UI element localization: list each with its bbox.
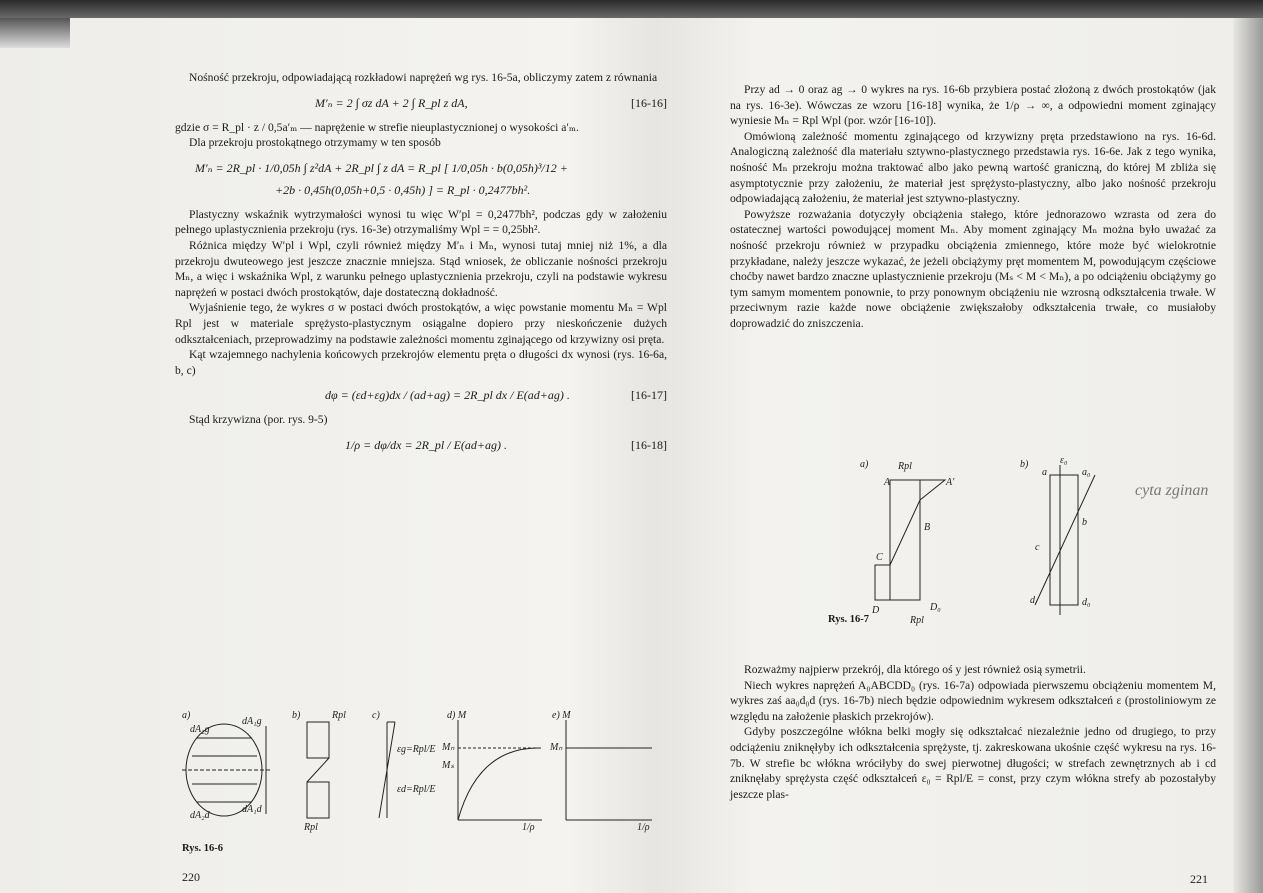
paragraph: Różnica między W′pl i Wpl, czyli również między M′ₙ i Mₙ, wynosi tutaj mniej niż 1%, a dla przekroju dwuteowego jest jeszcze znacznie mniejsza. Stąd wniosek, że obliczanie nośności przekroju Mₙ, a więc i wskaźnika Wpl, z warunku pełnego uplastycznienia przekroju, czyli na podstawie wykresu naprężeń w postaci dwóch prostokątów, daje dostateczną dokładność. bbox=[175, 238, 667, 299]
equation-16-17: dφ = (εd+εg)dx / (ad+ag) = 2R_pl dx / E(ad+ag) . [16-17] bbox=[325, 388, 667, 403]
equation-16-16: M′ₙ = 2 ∫ σz dA + 2 ∫ R_pl z dA, [16-16] bbox=[315, 95, 667, 110]
svg-text:dA₁g: dA₁g bbox=[242, 716, 262, 727]
svg-text:c: c bbox=[1035, 542, 1040, 553]
right-page bbox=[730, 82, 1216, 332]
svg-text:ε₀: ε₀ bbox=[1060, 455, 1068, 466]
figure-16-6 bbox=[182, 708, 672, 838]
svg-text:A′: A′ bbox=[946, 477, 955, 488]
svg-text:dA₁d: dA₁d bbox=[242, 804, 262, 815]
svg-text:D₀: D₀ bbox=[930, 602, 941, 613]
paragraph: Niech wykres naprężeń A₀ABCDD₀ (rys. 16-7a) odpowiada pierwszemu obciążeniu momentem M, wykres zaś aa₀d₀d (rys. 16-7b) niech będzie odpowiednim wykresem odkształceń ε (prostoliniowym ze względu na założenie płaskich przekrojów). bbox=[730, 678, 1216, 723]
svg-text:Mₙ: Mₙ bbox=[442, 742, 455, 753]
scanner-top-band bbox=[0, 0, 1263, 18]
svg-text:Rpl: Rpl bbox=[898, 461, 912, 472]
paragraph: Przy ad → 0 oraz ag → 0 wykres na rys. 16-6b przybiera postać złożoną z dwóch prostokątów (jak na rys. 16-3e). Wówczas ze wzoru [16-18] wynika, że 1/ρ → ∞, a odpowiedni moment zginający wyniesie Mₙ = Rpl Wpl (por. wzór [16-10]). bbox=[730, 83, 1216, 128]
svg-text:a₀: a₀ bbox=[1082, 467, 1091, 478]
equation-rect-section: M′ₙ = 2R_pl · 1/0,05h ∫ z²dA + 2R_pl ∫ z dA = R_pl [ 1/0,05h · b(0,05h)³/12 + bbox=[195, 160, 568, 175]
equation-rect-section-cont: +2b · 0,45h(0,05h+0,5 · 0,45h) ] = R_pl · 0,2477bh². bbox=[275, 182, 531, 197]
svg-text:A: A bbox=[884, 477, 891, 488]
page-corner-shadow bbox=[0, 18, 70, 48]
svg-text:a): a) bbox=[860, 459, 869, 470]
svg-text:C: C bbox=[876, 552, 883, 563]
stress-diagram bbox=[890, 480, 920, 600]
page-number-left: 220 bbox=[182, 870, 200, 884]
svg-text:d) M: d) M bbox=[447, 710, 467, 721]
paragraph: Dla przekroju prostokątnego otrzymamy w ten sposób bbox=[189, 136, 441, 150]
svg-text:Rpl: Rpl bbox=[304, 822, 318, 833]
right-page-lower bbox=[730, 662, 1216, 802]
left-page bbox=[175, 70, 667, 462]
paragraph: Wyjaśnienie tego, że wykres σ w postaci dwóch prostokątów, a więc powstanie momentu Mₙ = Wpl Rpl jest w materiale sprężysto-plastycznym osiągalne dopiero przy nieskończenie dużych odkształceniach, przeprowadzimy na podstawie zależności momentu zginającego od krzywizny osi pręta. bbox=[175, 301, 667, 346]
paragraph: Gdyby poszczególne włókna belki mogły się odkształcać niezależnie jedno od drugiego, to przy odciążeniu zniknęłyby ich odkształcenia sprężyste, tj. zakreskowana ukośnie część wykresu na rys. 16-7b. W strefie bc włókna wróciłyby do swej pierwotnej długości; w strefach zewnętrznych ab i cd zniknęłaby sprężysta część odkształceń ε₀ = Rpl/E = const, przy czym włókna strefy ab pozostałyby jeszcze plas- bbox=[730, 725, 1216, 801]
paragraph: Omówioną zależność momentu zginającego od krzywizny pręta przedstawiono na rys. 16-6d. Analogiczną zależność dla materiału sztywno-plastycznego przedstawia rys. 16-6e. Jak z tego wynika, nośność Mₙ przekroju można traktować albo jako pewną wartość graniczną, do której M zbliża się asymptotycznie przy założeniu, że materiał jest sprężysto-plastyczny, albo jako nośność przekroju odpowiadającą założeniu, że materiał jest sztywno-plastyczny. bbox=[730, 129, 1216, 206]
svg-text:b): b) bbox=[292, 710, 301, 721]
svg-text:εd=Rpl/E: εd=Rpl/E bbox=[397, 784, 436, 795]
paragraph: Plastyczny wskaźnik wytrzymałości wynosi tu więc W′pl = 0,2477bh², podczas gdy w założeniu pełnego uplastycznienia przekroju (rys. 16-3e) otrzymaliśmy Wpl = = 0,25bh². bbox=[175, 207, 667, 237]
equation-16-18: 1/ρ = dφ/dx = 2R_pl / E(ad+ag) . [16-18] bbox=[345, 437, 667, 452]
svg-text:Mₙ: Mₙ bbox=[550, 742, 563, 753]
handwritten-note: cyta zginan bbox=[1135, 482, 1209, 499]
strain-diagram bbox=[1050, 475, 1078, 605]
svg-text:Mₛ: Mₛ bbox=[442, 760, 455, 771]
figure-caption-16-6: Rys. 16-6 bbox=[182, 843, 224, 854]
svg-text:Rpl: Rpl bbox=[332, 710, 346, 721]
paragraph: gdzie σ = R_pl · z / 0,5a′ₘ — naprężenie w strefie nieuplastycznionej o wysokości a′ₘ. bbox=[175, 120, 579, 134]
svg-text:d: d bbox=[1030, 595, 1035, 606]
svg-text:c): c) bbox=[372, 710, 380, 721]
svg-text:1/ρ: 1/ρ bbox=[522, 822, 535, 833]
figure-caption-16-7: Rys. 16-7 bbox=[828, 614, 870, 625]
svg-text:a): a) bbox=[182, 710, 191, 721]
page-edge-shadow bbox=[1233, 18, 1263, 893]
svg-text:1/ρ: 1/ρ bbox=[637, 822, 650, 833]
svg-text:d₀: d₀ bbox=[1082, 597, 1091, 608]
svg-text:b): b) bbox=[1020, 459, 1029, 470]
svg-text:a: a bbox=[1042, 467, 1047, 478]
svg-text:b: b bbox=[1082, 517, 1087, 528]
page-number-right: 221 bbox=[1190, 872, 1208, 886]
paragraph: Rozważmy najpierw przekrój, dla którego oś y jest również osią symetrii. bbox=[744, 663, 1086, 676]
paragraph: Powyższe rozważania dotyczyły obciążenia stałego, które jednorazowo wzrasta od zera do ostatecznej wartości powodującej moment Mₙ. Aby moment zginający Mₙ można było uważać za nośność przekroju również w przypadku obciążenia zmiennego, które może być wielokrotnie przykładane, należy jeszcze wykazać, że jeżeli obciążymy pręt momentem M, powodującym częściowe choćby nawet bardzo znaczne uplastycznienie przekroju (Mₛ < M < Mₙ), a po odciążeniu obciążymy go tym samym momentem ponownie, to przy ponownym obciążeniu nie wzrosną odkształcenia trwałe. W przeciwnym razie każde nowe obciążenie zwiększałoby odkształcenia trwałe, co musiałoby doprowadzić do zniszczenia. bbox=[730, 207, 1216, 330]
svg-text:D: D bbox=[872, 605, 880, 616]
svg-text:dA₂d: dA₂d bbox=[190, 810, 210, 821]
svg-text:e) M: e) M bbox=[552, 710, 571, 721]
paragraph: Kąt wzajemnego nachylenia końcowych przekrojów elementu pręta o długości dx wynosi (rys. 16-6a, b, c) bbox=[175, 348, 667, 377]
svg-text:εg=Rpl/E: εg=Rpl/E bbox=[397, 744, 436, 755]
svg-text:B: B bbox=[924, 522, 931, 533]
svg-text:dA₂g: dA₂g bbox=[190, 724, 210, 735]
figure-16-7 bbox=[820, 455, 1220, 635]
paragraph: Stąd krzywizna (por. rys. 9-5) bbox=[189, 413, 328, 427]
paragraph: Nośność przekroju, odpowiadającą rozkładowi naprężeń wg rys. 16-5a, obliczymy zatem z równania bbox=[189, 71, 658, 84]
svg-text:Rpl: Rpl bbox=[910, 615, 924, 626]
